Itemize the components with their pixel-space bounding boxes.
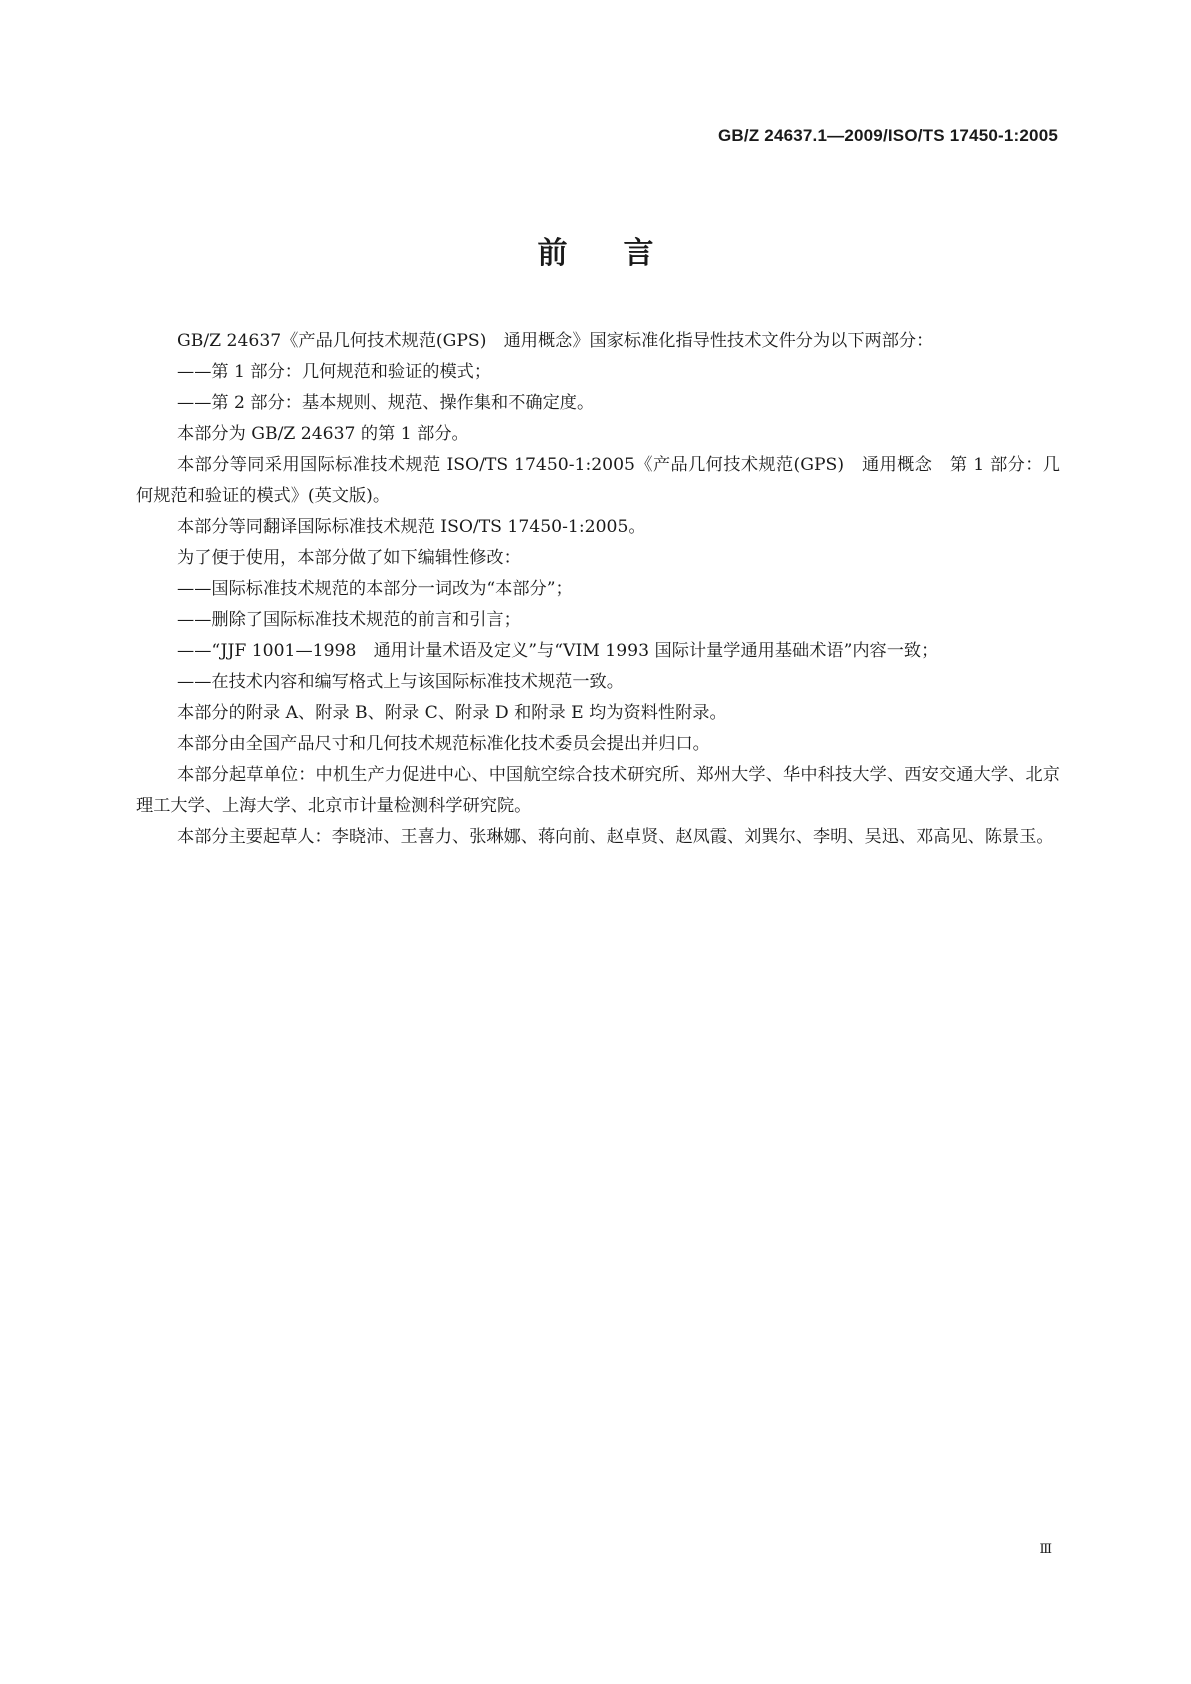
list-item-edit-3: ——“JJF 1001—1998 通用计量术语及定义”与“VIM 1993 国际计量学通用基础术语”内容一致；: [177, 641, 939, 661]
paragraph-intro: GB/Z 24637《产品几何技术规范(GPS) 通用概念》国家标准化指导性技术文件分为以下两部分：: [177, 331, 934, 351]
paragraph-annexes: 本部分的附录 A、附录 B、附录 C、附录 D 和附录 E 均为资料性附录。: [177, 703, 727, 723]
list-item-edit-1: ——国际标准技术规范的本部分一词改为“本部分”；: [177, 579, 573, 599]
paragraph-translation: 本部分等同翻译国际标准技术规范 ISO/TS 17450-1:2005。: [177, 517, 646, 537]
list-item-part-1: ——第 1 部分：几何规范和验证的模式；: [177, 362, 492, 382]
paragraph-proposer: 本部分由全国产品尺寸和几何技术规范标准化技术委员会提出并归口。: [177, 734, 710, 754]
foreword-body: [136, 326, 1060, 853]
paragraph-drafters: 本部分主要起草人：李晓沛、王喜力、张琳娜、蒋向前、赵卓贤、赵凤霞、刘巽尔、李明、吴迅、邓高见、陈景玉。: [177, 827, 1054, 847]
paragraph-adoption: 本部分等同采用国际标准技术规范 ISO/TS 17450-1:2005《产品几何技术规范(GPS) 通用概念 第 1 部分：几何规范和验证的模式》(英文版)。: [136, 455, 1060, 506]
list-item-part-2: ——第 2 部分：基本规则、规范、操作集和不确定度。: [177, 393, 595, 413]
paragraph-part-statement: 本部分为 GB/Z 24637 的第 1 部分。: [177, 424, 469, 444]
paragraph-drafting-units: 本部分起草单位：中机生产力促进中心、中国航空综合技术研究所、郑州大学、华中科技大学、西安交通大学、北京理工大学、上海大学、北京市计量检测科学研究院。: [136, 765, 1060, 816]
page-title: 前言: [537, 236, 710, 271]
list-item-edit-2: ——删除了国际标准技术规范的前言和引言；: [177, 610, 521, 630]
list-item-edit-4: ——在技术内容和编写格式上与该国际标准技术规范一致。: [177, 672, 624, 692]
paragraph-editorial-intro: 为了便于使用，本部分做了如下编辑性修改：: [177, 548, 521, 568]
standard-code-header: GB/Z 24637.1—2009/ISO/TS 17450-1:2005: [717, 126, 1058, 145]
page-number: Ⅲ: [1039, 1542, 1051, 1557]
